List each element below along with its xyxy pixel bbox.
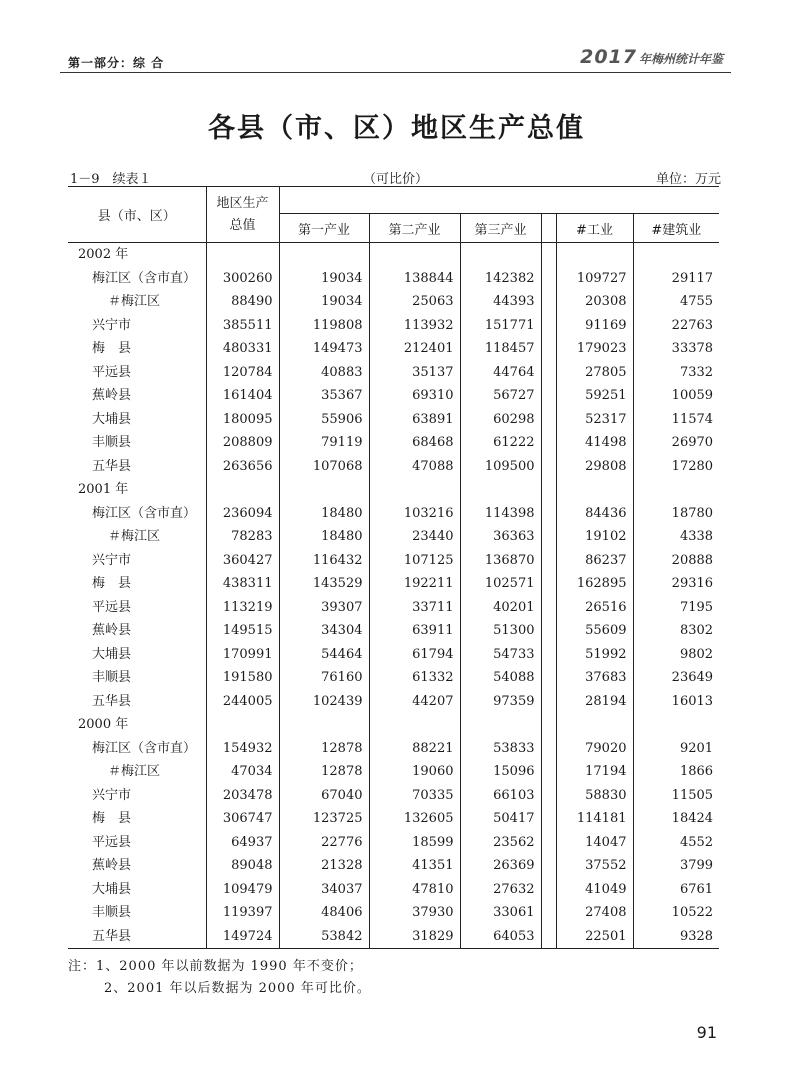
value-cell: 179023 xyxy=(556,337,633,361)
value-cell: 191580 xyxy=(206,666,279,690)
value-cell: 79020 xyxy=(556,737,633,761)
gap-cell xyxy=(541,596,556,620)
empty-cell xyxy=(541,478,556,502)
yearbook-year: 2017 xyxy=(580,46,637,68)
table-row xyxy=(68,901,719,925)
value-cell: 10059 xyxy=(633,384,719,408)
value-cell: 9328 xyxy=(633,925,719,949)
gap-cell xyxy=(541,666,556,690)
empty-cell xyxy=(556,713,633,737)
gap-cell xyxy=(541,807,556,831)
value-cell: 69310 xyxy=(369,384,460,408)
col-header-industry: #工业 xyxy=(556,214,633,243)
value-cell: 12878 xyxy=(279,760,369,784)
section-header: 第一部分：综 合 xyxy=(68,56,165,70)
value-cell: 102571 xyxy=(460,572,541,596)
value-cell: 23440 xyxy=(369,525,460,549)
value-cell: 4338 xyxy=(633,525,719,549)
table-row xyxy=(68,384,719,408)
value-cell: 53842 xyxy=(279,925,369,949)
value-cell: 40883 xyxy=(279,361,369,385)
value-cell: 22776 xyxy=(279,831,369,855)
value-cell: 47034 xyxy=(206,760,279,784)
value-cell: 143529 xyxy=(279,572,369,596)
value-cell: 64053 xyxy=(460,925,541,949)
value-cell: 4552 xyxy=(633,831,719,855)
value-cell: 18780 xyxy=(633,502,719,526)
value-cell: 20308 xyxy=(556,290,633,314)
gap-cell xyxy=(541,361,556,385)
region-name: 梅江区（含市直） xyxy=(92,505,197,521)
value-cell: 27805 xyxy=(556,361,633,385)
value-cell: 54733 xyxy=(460,643,541,667)
region-name: 丰顺县 xyxy=(92,670,132,685)
empty-cell xyxy=(633,243,719,267)
value-cell: 18480 xyxy=(279,502,369,526)
footnote-1: 注：1、2000 年以前数据为 1990 年不变价； xyxy=(68,959,363,974)
value-cell: 11505 xyxy=(633,784,719,808)
year-row xyxy=(68,478,719,502)
region-name: 平远县 xyxy=(92,599,132,615)
col-header-primary: 第一产业 xyxy=(279,214,369,243)
gap-cell xyxy=(541,760,556,784)
region-name: 兴宁市 xyxy=(92,552,132,568)
value-cell: 19034 xyxy=(279,267,369,291)
value-cell: 44393 xyxy=(460,290,541,314)
value-cell: 15096 xyxy=(460,760,541,784)
empty-cell xyxy=(633,478,719,502)
value-cell: 26970 xyxy=(633,431,719,455)
empty-cell xyxy=(206,713,279,737)
value-cell: 48406 xyxy=(279,901,369,925)
gap-cell xyxy=(541,337,556,361)
value-cell: 114398 xyxy=(460,502,541,526)
value-cell: 47088 xyxy=(369,455,460,479)
value-cell: 212401 xyxy=(369,337,460,361)
value-cell: 34037 xyxy=(279,878,369,902)
value-cell: 33061 xyxy=(460,901,541,925)
value-cell: 8302 xyxy=(633,619,719,643)
table-meta xyxy=(70,168,721,186)
value-cell: 58830 xyxy=(556,784,633,808)
gap-cell xyxy=(541,643,556,667)
empty-cell xyxy=(279,478,369,502)
value-cell: 31829 xyxy=(369,925,460,949)
region-name: 五华县 xyxy=(92,458,132,474)
value-cell: 149724 xyxy=(206,925,279,949)
value-cell: 40201 xyxy=(460,596,541,620)
value-cell: 33378 xyxy=(633,337,719,361)
table-row xyxy=(68,690,719,714)
value-cell: 54464 xyxy=(279,643,369,667)
value-cell: 116432 xyxy=(279,549,369,573)
value-cell: 21328 xyxy=(279,854,369,878)
value-cell: 20888 xyxy=(633,549,719,573)
value-cell: 23649 xyxy=(633,666,719,690)
value-cell: 55609 xyxy=(556,619,633,643)
region-name: 丰顺县 xyxy=(92,905,132,920)
region-name: ＃梅江区 xyxy=(108,529,161,544)
value-cell: 41351 xyxy=(369,854,460,878)
value-cell: 88221 xyxy=(369,737,460,761)
value-cell: 107068 xyxy=(279,455,369,479)
col-header-construction: #建筑业 xyxy=(633,214,719,243)
empty-cell xyxy=(369,243,460,267)
year-row xyxy=(68,713,719,737)
value-cell: 18599 xyxy=(369,831,460,855)
value-cell: 35367 xyxy=(279,384,369,408)
value-cell: 162895 xyxy=(556,572,633,596)
value-cell: 84436 xyxy=(556,502,633,526)
value-cell: 113932 xyxy=(369,314,460,338)
value-cell: 27632 xyxy=(460,878,541,902)
region-name: 梅县 xyxy=(92,811,145,826)
value-cell: 109500 xyxy=(460,455,541,479)
value-cell: 22501 xyxy=(556,925,633,949)
region-name: 梅县 xyxy=(92,341,145,356)
value-cell: 263656 xyxy=(206,455,279,479)
table-number: 1－9 续表１ xyxy=(70,172,152,187)
value-cell: 192211 xyxy=(369,572,460,596)
table-row xyxy=(68,760,719,784)
value-cell: 300260 xyxy=(206,267,279,291)
table-row xyxy=(68,596,719,620)
table-row xyxy=(68,925,719,949)
value-cell: 64937 xyxy=(206,831,279,855)
value-cell: 44207 xyxy=(369,690,460,714)
table-row xyxy=(68,737,719,761)
value-cell: 360427 xyxy=(206,549,279,573)
table-row xyxy=(68,408,719,432)
col-header-spacer xyxy=(279,187,719,214)
value-cell: 19102 xyxy=(556,525,633,549)
value-cell: 54088 xyxy=(460,666,541,690)
region-name: 梅江区（含市直） xyxy=(92,740,197,756)
empty-cell xyxy=(279,243,369,267)
gap-cell xyxy=(541,878,556,902)
value-cell: 138844 xyxy=(369,267,460,291)
empty-cell xyxy=(206,478,279,502)
value-cell: 9802 xyxy=(633,643,719,667)
value-cell: 480331 xyxy=(206,337,279,361)
gap-cell xyxy=(541,502,556,526)
region-name: 兴宁市 xyxy=(92,317,132,333)
year-label: 2000 年 xyxy=(78,717,129,732)
region-name: 五华县 xyxy=(92,693,132,709)
value-cell: 47810 xyxy=(369,878,460,902)
table-row xyxy=(68,290,719,314)
value-cell: 63891 xyxy=(369,408,460,432)
value-cell: 113219 xyxy=(206,596,279,620)
unit-label: 单位：万元 xyxy=(655,172,721,187)
value-cell: 22763 xyxy=(633,314,719,338)
value-cell: 136870 xyxy=(460,549,541,573)
value-cell: 114181 xyxy=(556,807,633,831)
year-label: 2001 年 xyxy=(78,482,129,497)
gap-cell xyxy=(541,290,556,314)
value-cell: 37930 xyxy=(369,901,460,925)
value-cell: 29808 xyxy=(556,455,633,479)
gap-cell xyxy=(541,737,556,761)
value-cell: 41049 xyxy=(556,878,633,902)
value-cell: 120784 xyxy=(206,361,279,385)
value-cell: 208809 xyxy=(206,431,279,455)
value-cell: 51300 xyxy=(460,619,541,643)
value-cell: 91169 xyxy=(556,314,633,338)
value-cell: 123725 xyxy=(279,807,369,831)
region-name: 蕉岭县 xyxy=(92,858,132,873)
region-name: 大埔县 xyxy=(92,411,132,427)
value-cell: 161404 xyxy=(206,384,279,408)
table-row xyxy=(68,337,719,361)
header-rule xyxy=(60,72,731,73)
value-cell: 119808 xyxy=(279,314,369,338)
value-cell: 7195 xyxy=(633,596,719,620)
value-cell: 44764 xyxy=(460,361,541,385)
value-cell: 1866 xyxy=(633,760,719,784)
table-row xyxy=(68,361,719,385)
col-header-region: 县（市、区） xyxy=(68,187,206,243)
table-row xyxy=(68,807,719,831)
footnotes xyxy=(68,956,371,1000)
value-cell: 14047 xyxy=(556,831,633,855)
value-cell: 10522 xyxy=(633,901,719,925)
region-name: ＃梅江区 xyxy=(108,294,161,309)
gap-cell xyxy=(541,901,556,925)
gap-cell xyxy=(541,690,556,714)
col-header-gdp: 地区生产 总值 xyxy=(206,187,279,243)
region-name: 丰顺县 xyxy=(92,435,132,450)
value-cell: 29316 xyxy=(633,572,719,596)
value-cell: 78283 xyxy=(206,525,279,549)
region-name: 大埔县 xyxy=(92,881,132,897)
value-cell: 6761 xyxy=(633,878,719,902)
value-cell: 25063 xyxy=(369,290,460,314)
value-cell: 76160 xyxy=(279,666,369,690)
value-cell: 7332 xyxy=(633,361,719,385)
gap-cell xyxy=(541,525,556,549)
price-basis: （可比价） xyxy=(362,172,428,187)
value-cell: 34304 xyxy=(279,619,369,643)
gap-cell xyxy=(541,619,556,643)
value-cell: 154932 xyxy=(206,737,279,761)
year-label: 2002 年 xyxy=(78,247,129,262)
value-cell: 170991 xyxy=(206,643,279,667)
col-header-tertiary: 第三产业 xyxy=(460,214,541,243)
yearbook-name: 年梅州统计年鉴 xyxy=(638,52,723,66)
yearbook-header xyxy=(580,46,723,68)
value-cell: 385511 xyxy=(206,314,279,338)
value-cell: 438311 xyxy=(206,572,279,596)
value-cell: 244005 xyxy=(206,690,279,714)
region-name: 蕉岭县 xyxy=(92,388,132,403)
region-name: 大埔县 xyxy=(92,646,132,662)
table-row xyxy=(68,549,719,573)
value-cell: 70335 xyxy=(369,784,460,808)
value-cell: 53833 xyxy=(460,737,541,761)
value-cell: 37552 xyxy=(556,854,633,878)
empty-cell xyxy=(206,243,279,267)
page-title: 各县（市、区）地区生产总值 xyxy=(208,113,585,144)
empty-cell xyxy=(556,243,633,267)
value-cell: 61332 xyxy=(369,666,460,690)
gap-cell xyxy=(541,455,556,479)
table-row xyxy=(68,666,719,690)
region-name: 梅江区（含市直） xyxy=(92,270,197,286)
value-cell: 35137 xyxy=(369,361,460,385)
value-cell: 4755 xyxy=(633,290,719,314)
region-name: 梅县 xyxy=(92,576,145,591)
value-cell: 142382 xyxy=(460,267,541,291)
gap-cell xyxy=(541,431,556,455)
value-cell: 109727 xyxy=(556,267,633,291)
value-cell: 26516 xyxy=(556,596,633,620)
value-cell: 50417 xyxy=(460,807,541,831)
value-cell: 68468 xyxy=(369,431,460,455)
empty-cell xyxy=(369,713,460,737)
value-cell: 36363 xyxy=(460,525,541,549)
value-cell: 151771 xyxy=(460,314,541,338)
value-cell: 26369 xyxy=(460,854,541,878)
empty-cell xyxy=(460,478,541,502)
gap-cell xyxy=(541,384,556,408)
gap-cell xyxy=(541,314,556,338)
value-cell: 11574 xyxy=(633,408,719,432)
value-cell: 17194 xyxy=(556,760,633,784)
value-cell: 119397 xyxy=(206,901,279,925)
value-cell: 60298 xyxy=(460,408,541,432)
empty-cell xyxy=(369,478,460,502)
table-row xyxy=(68,267,719,291)
empty-cell xyxy=(460,243,541,267)
value-cell: 56727 xyxy=(460,384,541,408)
value-cell: 236094 xyxy=(206,502,279,526)
value-cell: 18480 xyxy=(279,525,369,549)
region-name: 平远县 xyxy=(92,364,132,380)
empty-cell xyxy=(556,478,633,502)
value-cell: 109479 xyxy=(206,878,279,902)
value-cell: 39307 xyxy=(279,596,369,620)
value-cell: 16013 xyxy=(633,690,719,714)
empty-cell xyxy=(541,243,556,267)
value-cell: 118457 xyxy=(460,337,541,361)
region-name: ＃梅江区 xyxy=(108,764,161,779)
value-cell: 3799 xyxy=(633,854,719,878)
region-name: 兴宁市 xyxy=(92,787,132,803)
empty-cell xyxy=(541,713,556,737)
value-cell: 12878 xyxy=(279,737,369,761)
value-cell: 18424 xyxy=(633,807,719,831)
value-cell: 17280 xyxy=(633,455,719,479)
value-cell: 27408 xyxy=(556,901,633,925)
value-cell: 88490 xyxy=(206,290,279,314)
gdp-table xyxy=(68,186,719,949)
year-row xyxy=(68,243,719,267)
gap-cell xyxy=(541,549,556,573)
region-name: 蕉岭县 xyxy=(92,623,132,638)
empty-cell xyxy=(633,713,719,737)
table-row xyxy=(68,502,719,526)
value-cell: 132605 xyxy=(369,807,460,831)
gap-cell xyxy=(541,854,556,878)
table-row xyxy=(68,878,719,902)
table-row xyxy=(68,431,719,455)
gap-cell xyxy=(541,572,556,596)
value-cell: 149473 xyxy=(279,337,369,361)
value-cell: 67040 xyxy=(279,784,369,808)
value-cell: 66103 xyxy=(460,784,541,808)
value-cell: 79119 xyxy=(279,431,369,455)
value-cell: 180095 xyxy=(206,408,279,432)
gap-cell xyxy=(541,784,556,808)
gap-cell xyxy=(541,267,556,291)
table-row xyxy=(68,572,719,596)
value-cell: 61222 xyxy=(460,431,541,455)
value-cell: 51992 xyxy=(556,643,633,667)
value-cell: 103216 xyxy=(369,502,460,526)
col-header-secondary: 第二产业 xyxy=(369,214,460,243)
empty-cell xyxy=(279,713,369,737)
value-cell: 61794 xyxy=(369,643,460,667)
table-row xyxy=(68,854,719,878)
table-row xyxy=(68,455,719,479)
col-header-gap xyxy=(541,214,556,243)
value-cell: 306747 xyxy=(206,807,279,831)
value-cell: 86237 xyxy=(556,549,633,573)
footnote-2: 2、2001 年以后数据为 2000 年可比价。 xyxy=(104,981,371,996)
value-cell: 97359 xyxy=(460,690,541,714)
table-row xyxy=(68,784,719,808)
table-row xyxy=(68,314,719,338)
value-cell: 23562 xyxy=(460,831,541,855)
table-row xyxy=(68,831,719,855)
value-cell: 55906 xyxy=(279,408,369,432)
gap-cell xyxy=(541,408,556,432)
value-cell: 52317 xyxy=(556,408,633,432)
value-cell: 33711 xyxy=(369,596,460,620)
value-cell: 149515 xyxy=(206,619,279,643)
value-cell: 29117 xyxy=(633,267,719,291)
value-cell: 28194 xyxy=(556,690,633,714)
empty-cell xyxy=(460,713,541,737)
value-cell: 63911 xyxy=(369,619,460,643)
page-number: 91 xyxy=(696,1023,717,1042)
table-row xyxy=(68,619,719,643)
value-cell: 89048 xyxy=(206,854,279,878)
value-cell: 203478 xyxy=(206,784,279,808)
value-cell: 102439 xyxy=(279,690,369,714)
value-cell: 19060 xyxy=(369,760,460,784)
region-name: 五华县 xyxy=(68,925,206,949)
value-cell: 19034 xyxy=(279,290,369,314)
region-name: 平远县 xyxy=(92,834,132,850)
value-cell: 37683 xyxy=(556,666,633,690)
gap-cell xyxy=(541,831,556,855)
table-row xyxy=(68,643,719,667)
value-cell: 9201 xyxy=(633,737,719,761)
gap-cell xyxy=(541,925,556,949)
table-row xyxy=(68,525,719,549)
value-cell: 107125 xyxy=(369,549,460,573)
value-cell: 41498 xyxy=(556,431,633,455)
value-cell: 59251 xyxy=(556,384,633,408)
